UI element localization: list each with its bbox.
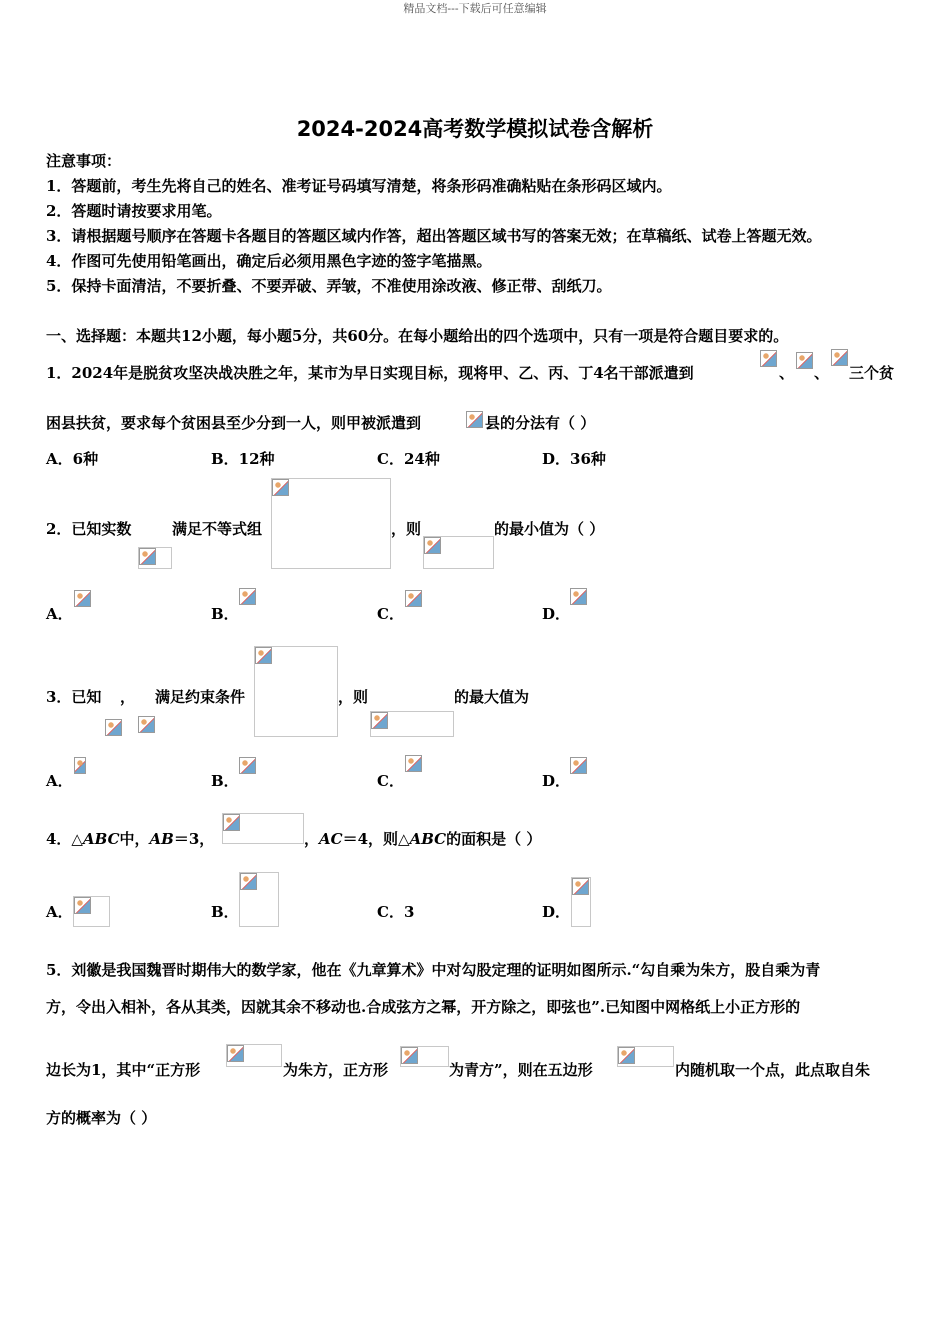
q3-option-a[interactable]: A． <box>46 772 73 790</box>
broken-image-icon <box>831 349 848 366</box>
q4-text-part: 的面积是（ ） <box>446 830 542 848</box>
q5-text-line3: 内随机取一个点，此点取自朱 <box>675 1061 871 1079</box>
q1-separator: 、 <box>814 364 830 382</box>
broken-image-icon <box>401 1047 418 1064</box>
q1-option-a[interactable]: A．6种 <box>46 450 99 468</box>
q4-text-part: ＝4，则△ <box>342 830 410 848</box>
q1-option-c[interactable]: C．24种 <box>377 450 440 468</box>
q3-text: ，则 <box>338 688 369 706</box>
broken-image-icon <box>223 814 240 831</box>
broken-image-icon <box>138 716 155 733</box>
notice-item: 2．答题时请按要求用笔。 <box>46 202 222 220</box>
q4-prefix: 4．△ <box>46 830 83 848</box>
broken-image-icon <box>572 878 589 895</box>
formula-image-box <box>226 1044 282 1067</box>
q2-text: 2．已知实数 <box>46 520 132 538</box>
formula-image-box <box>400 1046 449 1067</box>
q3-text: 的最大值为 <box>454 688 530 706</box>
broken-image-icon <box>239 588 256 605</box>
broken-image-icon <box>255 647 272 664</box>
q1-option-d[interactable]: D．36种 <box>542 450 606 468</box>
q2-option-a[interactable]: A． <box>46 605 73 623</box>
q1-text-line1: 1．2024年是脱贫攻坚决战决胜之年，某市为早日实现目标，现将甲、乙、丙、丁4名干部派遣到 <box>46 364 694 382</box>
broken-image-icon <box>74 590 91 607</box>
q4-text-part: ， <box>304 830 320 848</box>
broken-image-icon <box>466 411 483 428</box>
notice-item: 1．答题前，考生先将自己的姓名、准考证号码填写清楚，将条形码准确粘贴在条形码区域内。 <box>46 177 672 195</box>
q3-option-b[interactable]: B． <box>211 772 239 790</box>
q4-option-c[interactable]: C．3 <box>377 903 415 921</box>
formula-image-box <box>571 877 591 927</box>
q4-var: AC <box>319 830 343 848</box>
q2-text: 满足不等式组 <box>172 520 263 538</box>
notice-item: 5．保持卡面清洁，不要折叠、不要弄破、弄皱，不准使用涂改液、修正带、刮纸刀。 <box>46 277 612 295</box>
q4-text <box>304 829 541 849</box>
notice-item: 3．请根据题号顺序在答题卡各题目的答题区域内作答，超出答题区域书写的答案无效；在草稿纸、试卷上答题无效。 <box>46 227 822 245</box>
q5-text-line4: 方的概率为（ ） <box>46 1109 157 1127</box>
page-title: 2024-2024高考数学模拟试卷含解析 <box>296 117 654 141</box>
broken-image-icon <box>570 757 587 774</box>
q4-text <box>46 829 214 849</box>
q1-text-line2: 困县扶贫，要求每个贫困县至少分到一人，则甲被派遣到 <box>46 414 422 432</box>
q2-text: ，则 <box>391 520 422 538</box>
q2-option-d[interactable]: D． <box>542 605 571 623</box>
q2-text: 的最小值为（ ） <box>494 520 605 538</box>
q1-text-line1-end: 三个贫 <box>849 364 895 382</box>
q5-text-line1: 5．刘徽是我国魏晋时期伟大的数学家，他在《九章算术》中对勾股定理的证明如图所示.“勾自乘为朱方，股自乘为青 <box>46 961 821 979</box>
formula-image-box <box>138 547 172 569</box>
broken-image-icon <box>74 897 91 914</box>
q5-text-line3: 边长为1，其中“正方形 <box>46 1061 201 1079</box>
q4-option-b[interactable]: B． <box>211 903 239 921</box>
q5-text-line3: 为朱方，正方形 <box>283 1061 389 1079</box>
formula-image-box <box>73 896 110 927</box>
broken-image-icon <box>424 537 441 554</box>
broken-image-icon <box>74 757 86 774</box>
broken-image-icon <box>240 873 257 890</box>
broken-image-icon <box>227 1045 244 1062</box>
q5-text-line3: 为青方”，则在五边形 <box>449 1061 593 1079</box>
q4-var: ABC <box>409 830 447 848</box>
broken-image-icon <box>618 1047 635 1064</box>
q3-option-c[interactable]: C． <box>377 772 404 790</box>
q3-text: 3．已知 <box>46 688 102 706</box>
formula-image-box <box>617 1046 674 1067</box>
q5-text-line2: 方，令出入相补，各从其类，因就其余不移动也.合成弦方之幂，开方除之，即弦也”.已知图中网格纸上小正方形的 <box>46 998 801 1016</box>
q1-text-line2-end: 县的分法有（ ） <box>485 414 596 432</box>
q4-text-part: ＝3， <box>173 830 215 848</box>
broken-image-icon <box>405 590 422 607</box>
q4-option-a[interactable]: A． <box>46 903 73 921</box>
formula-image-box <box>254 646 338 737</box>
formula-image-box <box>370 711 454 737</box>
formula-image-box <box>222 813 304 844</box>
q3-option-d[interactable]: D． <box>542 772 571 790</box>
q3-text: ， <box>120 688 136 706</box>
notice-item: 4．作图可先使用铅笔画出，确定后必须用黑色字迹的签字笔描黑。 <box>46 252 492 270</box>
broken-image-icon <box>796 352 813 369</box>
broken-image-icon <box>139 548 156 565</box>
broken-image-icon <box>570 588 587 605</box>
notice-heading: 注意事项： <box>46 152 122 170</box>
formula-image-box <box>271 478 391 569</box>
q1-option-b[interactable]: B．12种 <box>211 450 275 468</box>
formula-image-box <box>423 536 494 569</box>
broken-image-icon <box>760 350 777 367</box>
section-heading: 一、选择题：本题共12小题，每小题5分，共60分。在每小题给出的四个选项中，只有一项是符合题目要求的。 <box>46 327 789 345</box>
formula-image-box <box>239 872 279 927</box>
q4-option-d[interactable]: D． <box>542 903 571 921</box>
q2-option-c[interactable]: C． <box>377 605 404 623</box>
q1-separator: 、 <box>779 364 795 382</box>
broken-image-icon <box>405 755 422 772</box>
q4-var: AB <box>149 830 174 848</box>
q4-text-part: 中， <box>119 830 150 848</box>
broken-image-icon <box>371 712 388 729</box>
q4-var: ABC <box>82 830 120 848</box>
q3-text: 满足约束条件 <box>155 688 246 706</box>
broken-image-icon <box>239 757 256 774</box>
broken-image-icon <box>272 479 289 496</box>
page-header-watermark: 精品文档---下载后可任意编辑 <box>403 2 547 15</box>
broken-image-icon <box>105 719 122 736</box>
q2-option-b[interactable]: B． <box>211 605 239 623</box>
